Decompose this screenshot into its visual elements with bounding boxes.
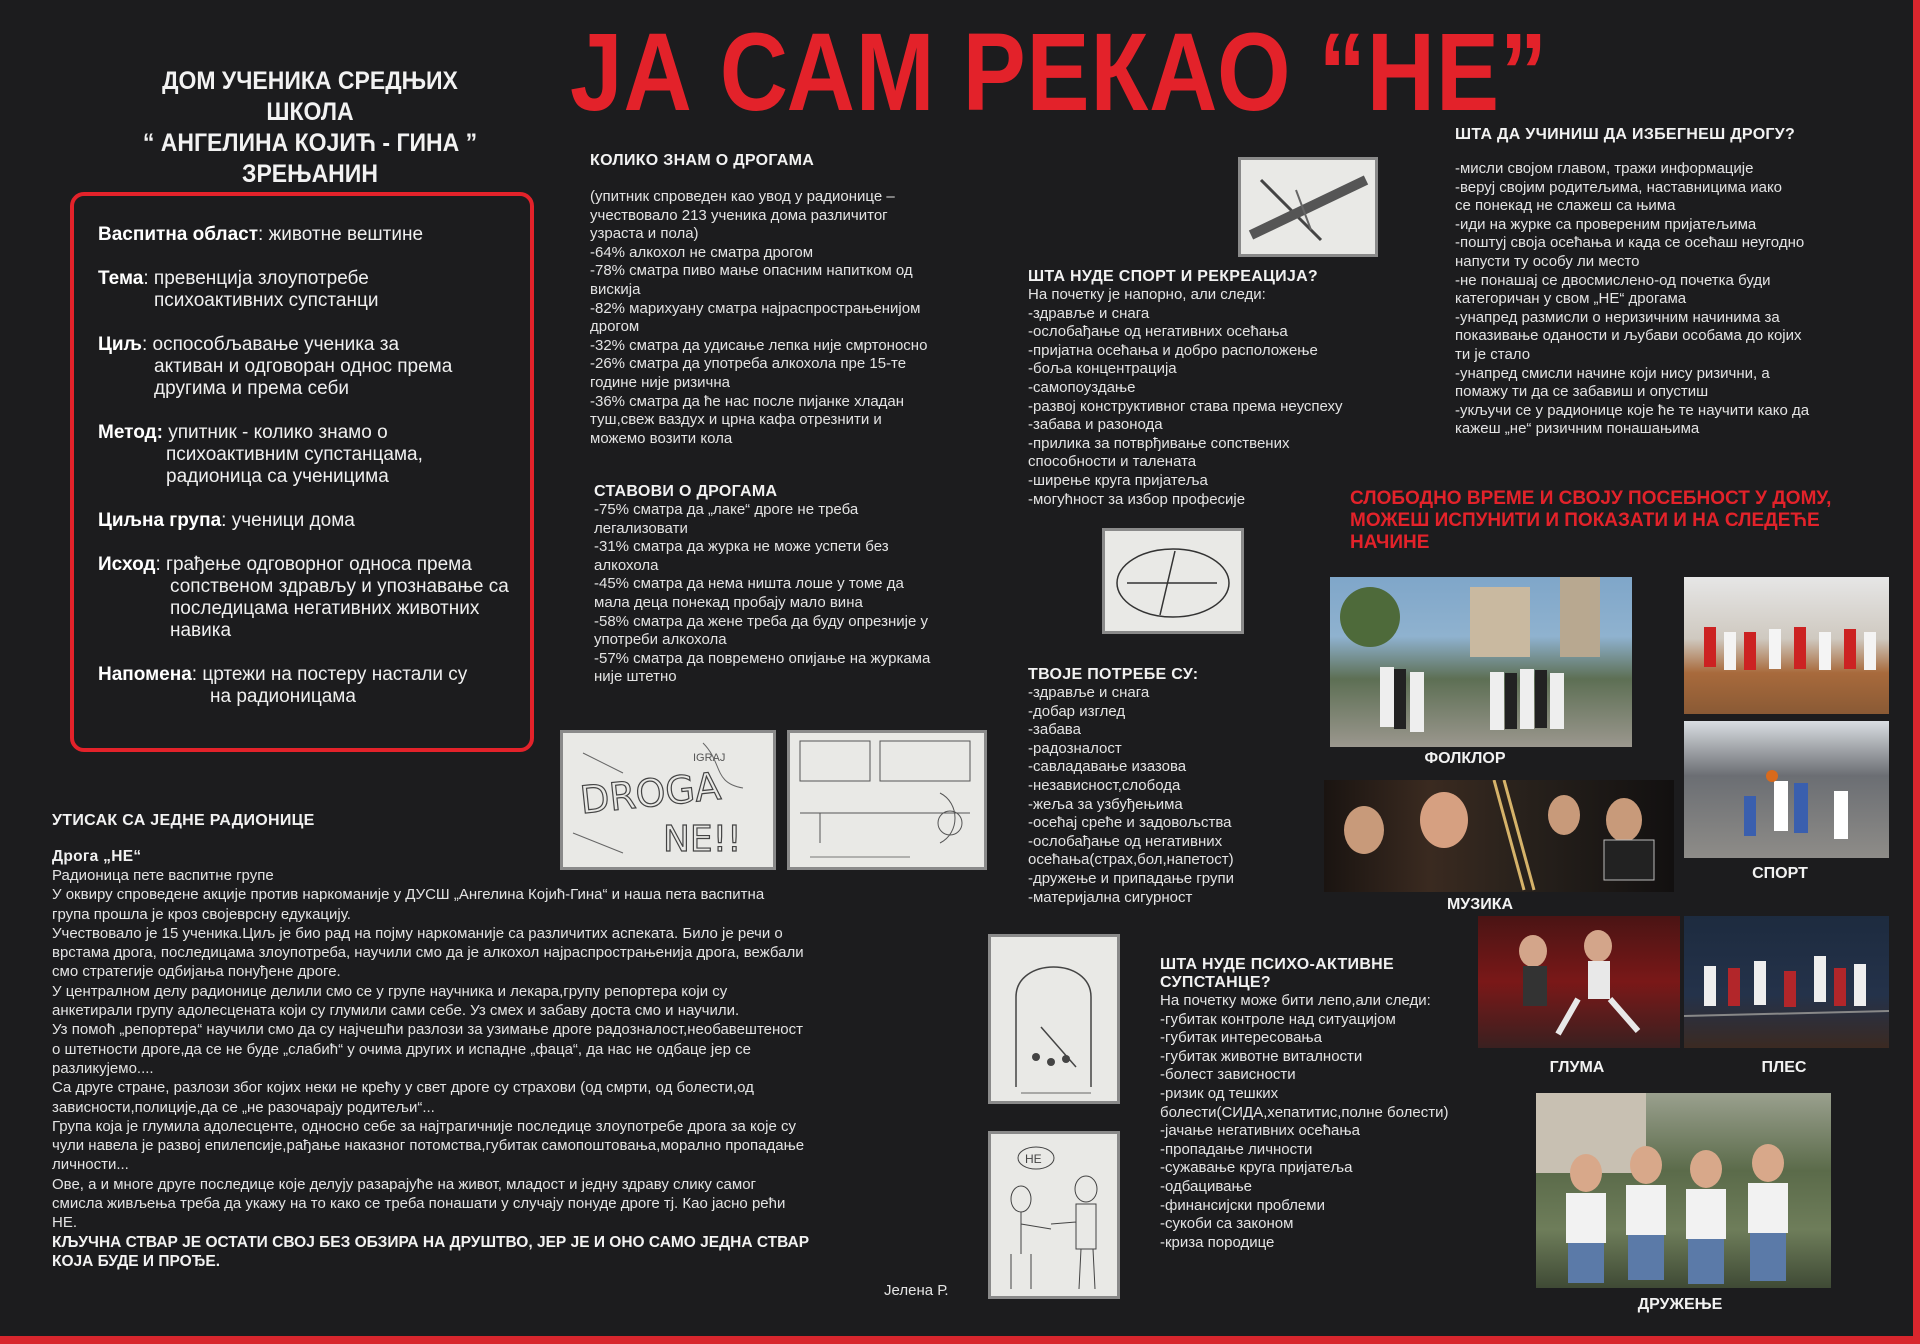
dance-label: ПЛЕС	[1761, 1059, 1807, 1076]
sport-photo-basketball	[1684, 721, 1889, 858]
drawing-syringe-crossed	[1238, 157, 1378, 257]
sport-section	[1028, 268, 1428, 509]
drawing-crossed-circle	[1102, 528, 1244, 634]
drawing-syringe-image	[1241, 160, 1375, 254]
music-photo-image	[1324, 780, 1674, 892]
info-outcome: Исход: грађење одговорног односа према сопственом здрављу и упознавање са последицама негативних животних навика	[98, 554, 509, 641]
drawing-no-bubble: НЕ	[1025, 1152, 1042, 1166]
acting-photo	[1478, 916, 1680, 1048]
folklore-label: ФОЛКЛОР	[1424, 750, 1506, 767]
attitudes-heading: СТАВОВИ О ДРОГАМА	[594, 483, 778, 500]
knowledge-heading: КОЛИКО ЗНАМ О ДРОГАМА	[590, 152, 815, 169]
workshop-heading: УТИСАК СА ЈЕДНЕ РАДИОНИЦЕ	[52, 812, 315, 829]
workshop-text: Радионица пете васпитне групе У оквиру спроведене акције против наркоманије у ДУСШ „Ангелина Којић-Гина“ и наша пета васпитна група прошла је кроз својеврсну едукацију. Учествовало је 15 ученика.Циљ је био рад на појму наркоманије са различитих аспеката. Било је речи о врстама дрога, последицама злоупотреба, научили смо да је алкохол најраспрострањенија дрога, вежбали смо стратегије одбијања понуђене дроге. У централном делу радионице делили смо се у групе научника и лекара,групу репортера који су анкетирали групу адолесцената који су глумили сами себе. Уз смех и забаву доста смо и научили. Уз помоћ „репортера“ научили смо да су најчешћи разлози за узимање дроге радозналост,необавештеност о штетности дроге,да се не буде „слабић“ у очима других и испадне „фаца“, да нас не одбаце јер се разликујемо.... Са друге стране, разлози због којих неки не крећу у свет дроге су страхови (од смрти, од болести,од зависности,полиције,да се „не разочарају родитељи“... Група која је глумила адолесценте, односно себе за најтрагичније последице злоупотребе дрога за које су чули навела је развој епилепсије,рађање наказног потомства,губитак самопоштовања,морално пропадање личности... Ове, а и многе друге последице које делују разарајуће на живот, младост и једну здраву слику самог смисла живљења треба да укажу на то како се треба понашати у случају понуде дроге тј. Као јасно рећи НЕ.	[52, 867, 805, 1232]
needs-text: -здравље и снага -добар изглед -забава -радозналост -савладавање изазова -независност,слобода -жеља за узбуђењима -осећај среће и задовољства -ослобађање од негативних осећања(страх,бол,напетост) -дружење и припадање групи -материјална сигурност	[1028, 684, 1234, 906]
knowledge-text: (упитник спроведен као увод у радионице – учествовало 213 ученика дома различитог узраста и пола) -64% алкохол не сматра дрогом -78% сматра пиво мање опасним напитком од вискија -82% марихуану сматра најраспрострањенијом дрогом -32% сматра да удисање лепка није смртоносно -26% сматра да употреба алкохола пре 15-те године није ризична -36% сматра да ће нас после пијанке хладан туш,свеж ваздух и црна кафа отрезнити и можемо возити кола	[590, 188, 928, 447]
dance-photo-image	[1684, 916, 1889, 1048]
folklore-photo	[1330, 577, 1632, 747]
svg-text:IGRAJ: IGRAJ	[693, 752, 726, 764]
attitudes-section	[594, 483, 1014, 687]
drawing-saying-no	[988, 1131, 1120, 1299]
psycho-text: На почетку може бити лепо,али следи: -губитак контроле над ситуацијом -губитак интересовања -губитак животне виталности -болест зависности -ризик од тешких болести(СИДА,хепатитис,полне болести) -јачање негативних осећања -пропадање личности -сужавање круга пријатеља -одбацивање -финансијски проблеми -сукоби са законом -криза породице	[1160, 992, 1449, 1251]
info-note: Напомена: цртежи на постеру настали су на радионицама	[98, 664, 468, 707]
avoid-section	[1455, 126, 1885, 439]
social-photo	[1536, 1093, 1831, 1288]
sport-heading: ШТА НУДЕ СПОРТ И РЕКРЕАЦИЈА?	[1028, 268, 1319, 285]
info-topic: Тема: превенција злоупотребе психоактивних супстанци	[98, 268, 379, 311]
school-line-3: ЗРЕЊАНИН	[242, 160, 378, 188]
bottom-border	[0, 1336, 1920, 1344]
school-line-1: ДОМ УЧЕНИКА СРЕДЊИХ ШКОЛА	[162, 67, 458, 126]
social-photo-image	[1536, 1093, 1831, 1288]
info-box	[70, 192, 534, 752]
music-label: МУЗИКА	[1446, 896, 1514, 913]
info-goal: Циљ: оспособљавање ученика за активан и одговоран однос према другима и према себи	[98, 334, 453, 399]
psycho-heading: ШТА НУДЕ ПСИХО-АКТИВНЕ СУПСТАНЦЕ?	[1160, 956, 1395, 991]
attitudes-text: -75% сматра да „лаке“ дроге не треба легализовати -31% сматра да журка не може успети без алкохола -45% сматра да нема ништа лоше у томе да мала деца понекад пробају мало вина -58% сматра да жене треба да буду опрезније у употреби алкохола -57% сматра да повремено опијање на журкама није штетно	[594, 501, 931, 686]
social-label: ДРУЖЕЊЕ	[1637, 1296, 1723, 1313]
workshop-author: Јелена Р.	[884, 1282, 949, 1299]
dance-photo	[1684, 916, 1889, 1048]
workshop-conclusion: КЉУЧНА СТВАР ЈЕ ОСТАТИ СВОЈ БЕЗ ОБЗИРА НА ДРУШТВО, ЈЕР ЈЕ И ОНО САМО ЈЕДНА СТВАР КОЈА БУДЕ И ПРОЂЕ.	[52, 1233, 810, 1271]
info-area: Васпитна област: животне вештине	[98, 224, 424, 245]
acting-photo-image	[1478, 916, 1680, 1048]
sport-photo-volleyball-image	[1684, 577, 1889, 714]
acting-label: ГЛУМА	[1549, 1059, 1605, 1076]
drawing-condom-syringe-image	[991, 937, 1117, 1101]
knowledge-section	[590, 152, 1010, 448]
sport-photo-basketball-image	[1684, 721, 1889, 858]
music-photo	[1324, 780, 1674, 892]
needs-section	[1028, 666, 1288, 907]
sport-photo-volleyball	[1684, 577, 1889, 714]
right-border	[1913, 0, 1920, 1344]
school-name	[117, 66, 503, 190]
leisure-heading: СЛОБОДНО ВРЕМЕ И СВОЈУ ПОСЕБНОСТ У ДОМУ, МОЖЕШ ИСПУНИТИ И ПОКАЗАТИ И НА СЛЕДЕЋЕ НАЧИНЕ	[1350, 488, 1832, 553]
avoid-heading: ШТА ДА УЧИНИШ ДА ИЗБЕГНЕШ ДРОГУ?	[1455, 126, 1796, 143]
workshop-subheading: Дрога „НЕ“	[52, 848, 142, 865]
psycho-section	[1160, 956, 1500, 1252]
school-line-2: “ АНГЕЛИНА КОЈИЋ - ГИНА ”	[142, 129, 478, 157]
sport-text: На почетку је напорно, али следи: -здравље и снага -ослобађање од негативних осећања -пријатна осећања и добро расположење -боља концентрација -самопоуздање -развој конструктивног става према неуспеху -забава и разонода -прилика за потврђивање сопствених способности и талената -ширење круга пријатеља -могућност за избор професије	[1028, 286, 1343, 508]
avoid-text: -мисли својом главом, тражи информације -веруј својим родитељима, наставницима иако се понекад не слажеш са њима -иди на журке са провереним пријатељима -поштуј своја осећања и када се осећаш неугодно напусти ту особу ли место -не понашај се двосмислено-од почетка буди категоричан у свом „НЕ“ дрогама -унапред размисли о неризичним начинима за показивање оданости и љубави особама до којих ти је стало -унапред смисли начине који нису ризични, а помажу ти да се забавиш и опустиш -укључи се у радионице које ће те научити како да кажеш „не“ ризичним понашањима	[1455, 160, 1810, 438]
svg-text:NE!!: NE!!	[663, 819, 742, 860]
needs-heading: ТВОЈЕ ПОТРЕБЕ СУ:	[1028, 666, 1199, 683]
drawing-saying-no-image	[991, 1134, 1117, 1296]
info-method: Метод: упитник - колико знамо о психоактивним супстанцама, радионица са ученицима	[98, 422, 423, 487]
poster-title: ЈА САМ РЕКАО “НЕ”	[570, 11, 1549, 134]
workshop-section	[52, 812, 972, 1272]
info-target-group: Циљна група: ученици дома	[98, 510, 355, 531]
sport-label: СПОРТ	[1752, 865, 1808, 882]
svg-text:DROGA: DROGA	[577, 764, 723, 823]
folklore-photo-image	[1330, 577, 1632, 747]
drawing-crossed-circle-image	[1105, 531, 1241, 631]
drawing-condom-syringe	[988, 934, 1120, 1104]
